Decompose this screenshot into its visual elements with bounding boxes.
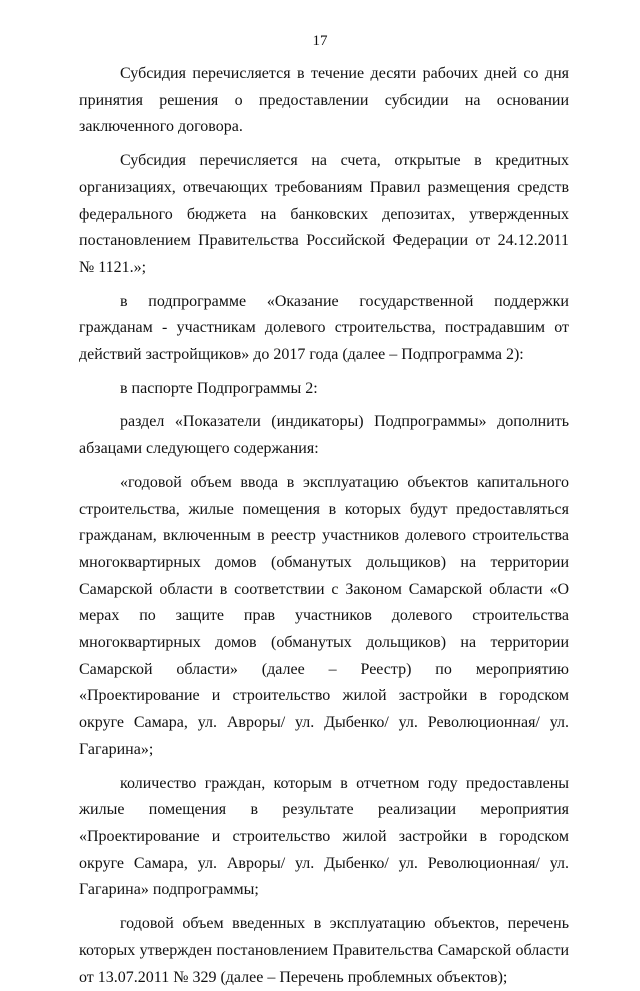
paragraph-subsidy-accounts: Субсидия перечисляется на счета, открытые в кредитных организациях, отвечающих требованиям Правил размещения средств федерального бюджета на банковских депозитах, утвержденных постановлением Правительства Российской Федерации от 24.12.2011 № 1121.»; bbox=[79, 152, 569, 276]
paragraph-passport: в паспорте Подпрограммы 2: bbox=[120, 379, 318, 397]
page-number: 17 bbox=[312, 33, 328, 49]
document-body bbox=[79, 61, 569, 991]
paragraph-indicators-section: раздел «Показатели (индикаторы) Подпрограммы» дополнить абзацами следующего содержания: bbox=[79, 413, 569, 458]
paragraph-subsidy-timing: Субсидия перечисляется в течение десяти рабочих дней со дня принятия решения о предоставлении субсидии на основании заключенного договора. bbox=[79, 65, 569, 136]
paragraph-problem-objects: годовой объем введенных в эксплуатацию объектов, перечень которых утвержден постановлением Правительства Самарской области от 13.07.2011 № 329 (далее – Перечень проблемных объектов); bbox=[79, 915, 569, 986]
paragraph-citizens-count: количество граждан, которым в отчетном году предоставлены жилые помещения в результате реализации мероприятия «Проектирование и строительство жилой застройки в городском округе Самара, ул. Авроры/ ул. Дыбенко/ ул. Революционная/ ул. Гагарина» подпрограммы; bbox=[79, 774, 569, 899]
paragraph-annual-commissioning: «годовой объем ввода в эксплуатацию объектов капитального строительства, жилые помещения в которых будут предоставляться гражданам, включенным в реестр участников долевого строительства многоквартирных домов (обманутых дольщиков) на территории Самарской области в соответствии с Законом Самарской области «О мерах по защите прав участников долевого строительства многоквартирных домов (обманутых дольщиков) на территории Самарской области» (далее – Реестр) по мероприятию «Проектирование и строительство жилой застройки в городском округе Самара, ул. Авроры/ ул. Дыбенко/ ул. Революционная/ ул. Гагарина»; bbox=[79, 473, 569, 758]
paragraph-subprogram-2-intro: в подпрограмме «Оказание государственной поддержки гражданам - участникам долевого строительства, пострадавшим от действий застройщиков» до 2017 года (далее – Подпрограмма 2): bbox=[79, 292, 569, 364]
